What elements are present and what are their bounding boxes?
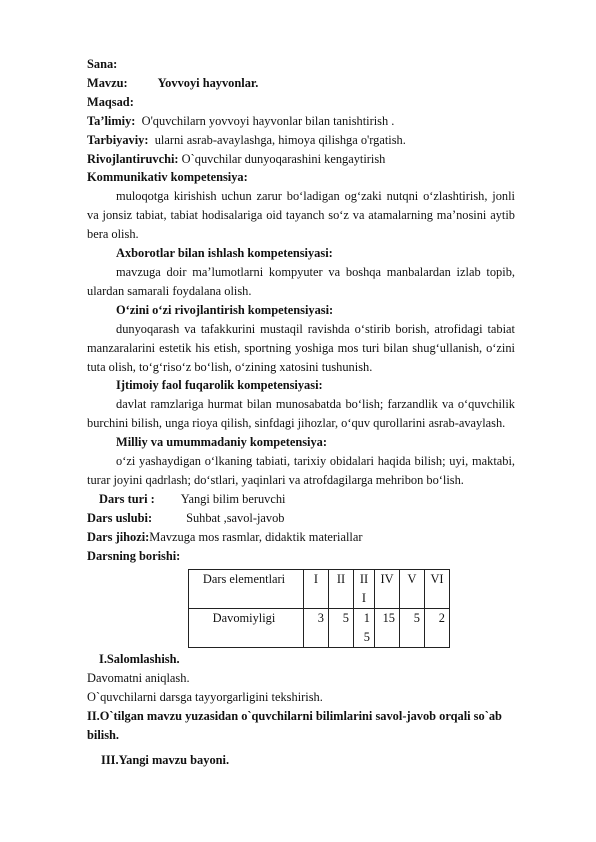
table-cell: Dars elementlari	[189, 570, 304, 609]
educational-goal-label: Ta’limiy:	[87, 113, 136, 128]
lesson-plan-page	[87, 55, 515, 770]
table-cell: I	[304, 570, 329, 609]
lesson-type-label: Dars turi :	[99, 491, 155, 506]
upbringing-goal-line	[87, 131, 515, 150]
educational-goal-line	[87, 112, 515, 131]
table-cell: 5	[400, 609, 425, 648]
lesson-method-line	[87, 509, 515, 528]
lesson-flow-label: Darsning borishi:	[87, 548, 181, 563]
self-development-body: dunyoqarash va tafakkurini mustaqil ravishda o‘stirib borish, atrofidagi tabiat manzaralarini estetik his etish, sportning yoshiga mos turi bilan shug‘ullanish, o‘zini tuta olish, to‘g‘riso‘z bo‘lish, o‘zining xatosini tushunish.	[87, 321, 515, 374]
topic-label: Mavzu:	[87, 75, 128, 90]
lesson-duration-table	[188, 569, 450, 648]
table-row	[189, 570, 450, 609]
table-cell: 1 5	[354, 609, 375, 648]
topic-value: Yovvoyi hayvonlar.	[157, 75, 259, 90]
developmental-goal-line	[87, 150, 515, 169]
table-cell: II I	[354, 570, 375, 609]
table-cell: Davomiyligi	[189, 609, 304, 648]
goal-label: Maqsad:	[87, 94, 134, 109]
section-1-line-1: Davomatni aniqlash.	[87, 671, 190, 685]
self-development-heading: O‘zini o‘zi rivojlantirish kompetensiyasi:	[116, 302, 334, 317]
table-cell: 3	[304, 609, 329, 648]
lesson-method-value: Suhbat ,savol-javob	[186, 510, 285, 525]
table-cell: IV	[375, 570, 400, 609]
date-label: Sana:	[87, 57, 118, 71]
table-cell: 2	[425, 609, 450, 648]
table-cell: VI	[425, 570, 450, 609]
communicative-body: muloqotga kirishish uchun zarur bo‘ladigan og‘zaki nutqni o‘zlashtirish, jonli va jonsiz tabiat, tabiat hodisalariga oid tayanch so‘z va atamalarning ma’nosini aytib bera olish.	[87, 189, 515, 242]
table-cell: 5	[329, 609, 354, 648]
section-2-heading: II.O`tilgan mavzu yuzasidan o`quvchilarni bilimlarini savol-javob orqali so`ab bilish.	[87, 708, 502, 742]
lesson-type-line	[87, 490, 515, 509]
lesson-type-value: Yangi bilim beruvchi	[180, 491, 286, 506]
lesson-flow-line	[87, 547, 515, 566]
table-cell: II	[329, 570, 354, 609]
information-body: mavzuga doir ma’lumotlarni kompyuter va boshqa manbalardan izlab topib, ulardan samarali foydalana olish.	[87, 264, 515, 298]
cultural-body: o‘zi yashaydigan o‘lkaning tabiati, tarixiy obidalari haqida bilish; uyi, maktabi, turar joyini qadrlash; do‘stlari, yaqinlari va atrofdagilarga mehribon bo‘lish.	[87, 454, 515, 487]
cultural-heading: Milliy va umummadaniy kompetensiya:	[116, 435, 327, 450]
lesson-equipment-line	[87, 528, 515, 547]
section-1-heading: I.Salomlashish.	[99, 652, 180, 667]
section-3-heading: III.Yangi mavzu bayoni.	[101, 752, 230, 767]
information-heading: Axborotlar bilan ishlash kompetensiyasi:	[116, 246, 333, 261]
lesson-equipment-label: Dars jihozi:	[87, 529, 150, 544]
section-1-line-2: O`quvchilarni darsga tayyorgarligini tekshirish.	[87, 689, 323, 704]
date-line	[87, 55, 515, 74]
communicative-heading: Kommunikativ kompetensiya:	[87, 170, 248, 185]
lesson-method-label: Dars uslubi:	[87, 510, 153, 525]
table-row	[189, 609, 450, 648]
goal-line	[87, 93, 515, 112]
developmental-goal-text: O`quvchilar dunyoqarashini kengaytirish	[181, 151, 386, 166]
civic-body: davlat ramzlariga hurmat bilan munosabatda bo‘lish; farzandlik va o‘quvchilik burchini bilish, unga rioya qilish, sinfdagi jihozlar, o‘quv qurollarini asrab-avaylash.	[87, 397, 515, 431]
educational-goal-text: O'quvchilarn yovvoyi hayvonlar bilan tanishtirish .	[141, 113, 395, 128]
table-cell: V	[400, 570, 425, 609]
upbringing-goal-text: ularni asrab-avaylashga, himoya qilishga o'rgatish.	[154, 132, 406, 147]
table-cell: 15	[375, 609, 400, 648]
lesson-equipment-value: Mavzuga mos rasmlar, didaktik materiallar	[149, 529, 363, 544]
topic-line	[87, 74, 515, 93]
civic-heading: Ijtimoiy faol fuqarolik kompetensiyasi:	[116, 378, 323, 393]
developmental-goal-label: Rivojlantiruvchi:	[87, 151, 179, 166]
upbringing-goal-label: Tarbiyaviy:	[87, 132, 149, 147]
